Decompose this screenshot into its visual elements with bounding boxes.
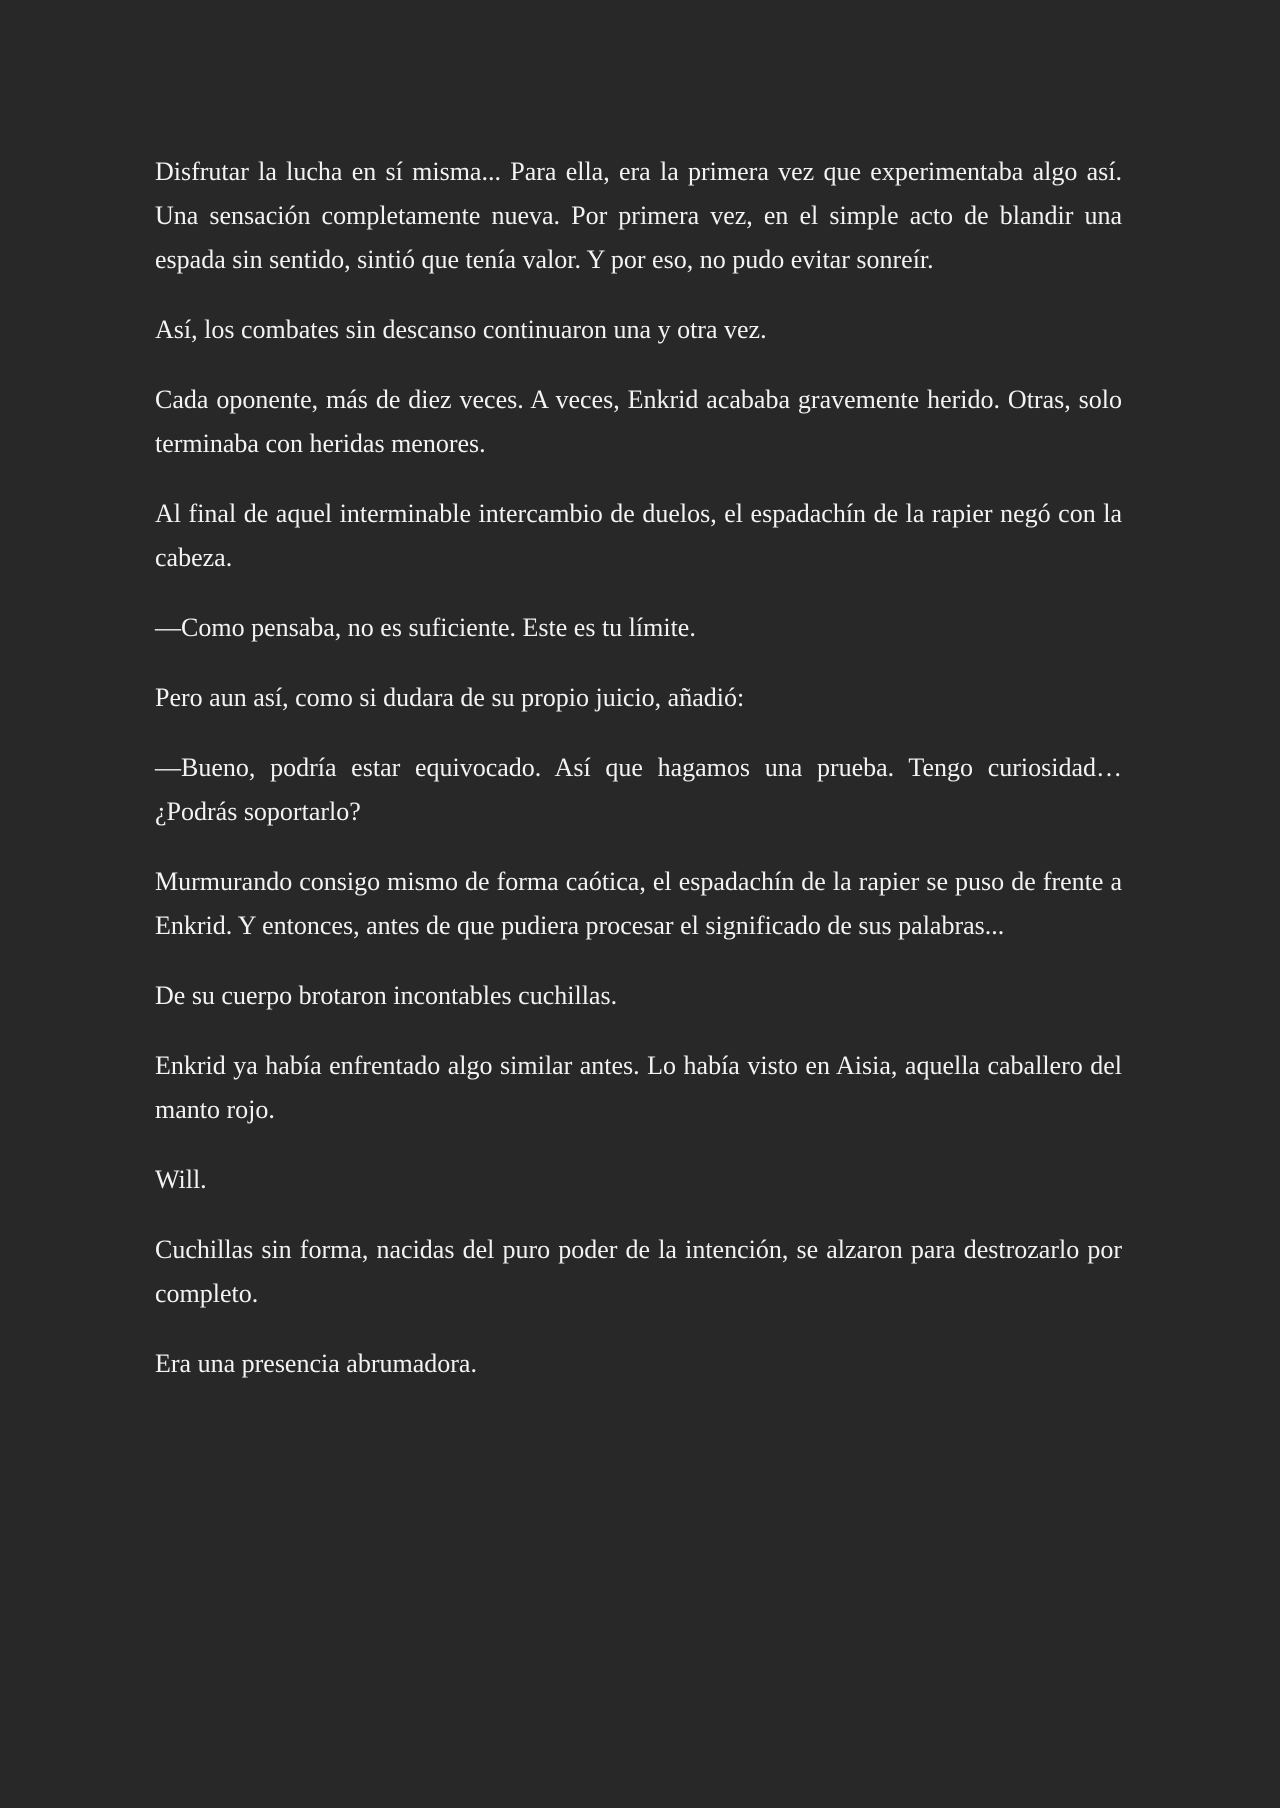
paragraph-8: Murmurando consigo mismo de forma caótica, el espadachín de la rapier se puso de frente a Enkrid. Y entonces, antes de que pudiera procesar el significado de sus palabras... (155, 867, 1122, 940)
paragraph-3: Cada oponente, más de diez veces. A veces, Enkrid acababa gravemente herido. Otras, solo terminaba con heridas menores. (155, 385, 1122, 458)
paragraph-9: De su cuerpo brotaron incontables cuchillas. (155, 981, 618, 1010)
reader-page (155, 150, 1122, 1412)
paragraph-12: Cuchillas sin forma, nacidas del puro poder de la intención, se alzaron para destrozarlo por completo. (155, 1235, 1122, 1308)
paragraph-1: Disfrutar la lucha en sí misma... Para ella, era la primera vez que experimentaba algo así. Una sensación completamente nueva. Por primera vez, en el simple acto de blandir una espada sin sentido, sintió que tenía valor. Y por eso, no pudo evitar sonreír. (155, 157, 1122, 274)
paragraph-11: Will. (155, 1165, 207, 1194)
paragraph-13: Era una presencia abrumadora. (155, 1349, 477, 1378)
paragraph-2: Así, los combates sin descanso continuaron una y otra vez. (155, 315, 767, 344)
paragraph-7: —Bueno, podría estar equivocado. Así que hagamos una prueba. Tengo curiosidad… ¿Podrás soportarlo? (155, 753, 1122, 826)
paragraph-5: —Como pensaba, no es suficiente. Este es tu límite. (155, 613, 696, 642)
paragraph-10: Enkrid ya había enfrentado algo similar antes. Lo había visto en Aisia, aquella caballero del manto rojo. (155, 1051, 1122, 1124)
paragraph-4: Al final de aquel interminable intercambio de duelos, el espadachín de la rapier negó con la cabeza. (155, 499, 1122, 572)
paragraph-6: Pero aun así, como si dudara de su propio juicio, añadió: (155, 683, 745, 712)
